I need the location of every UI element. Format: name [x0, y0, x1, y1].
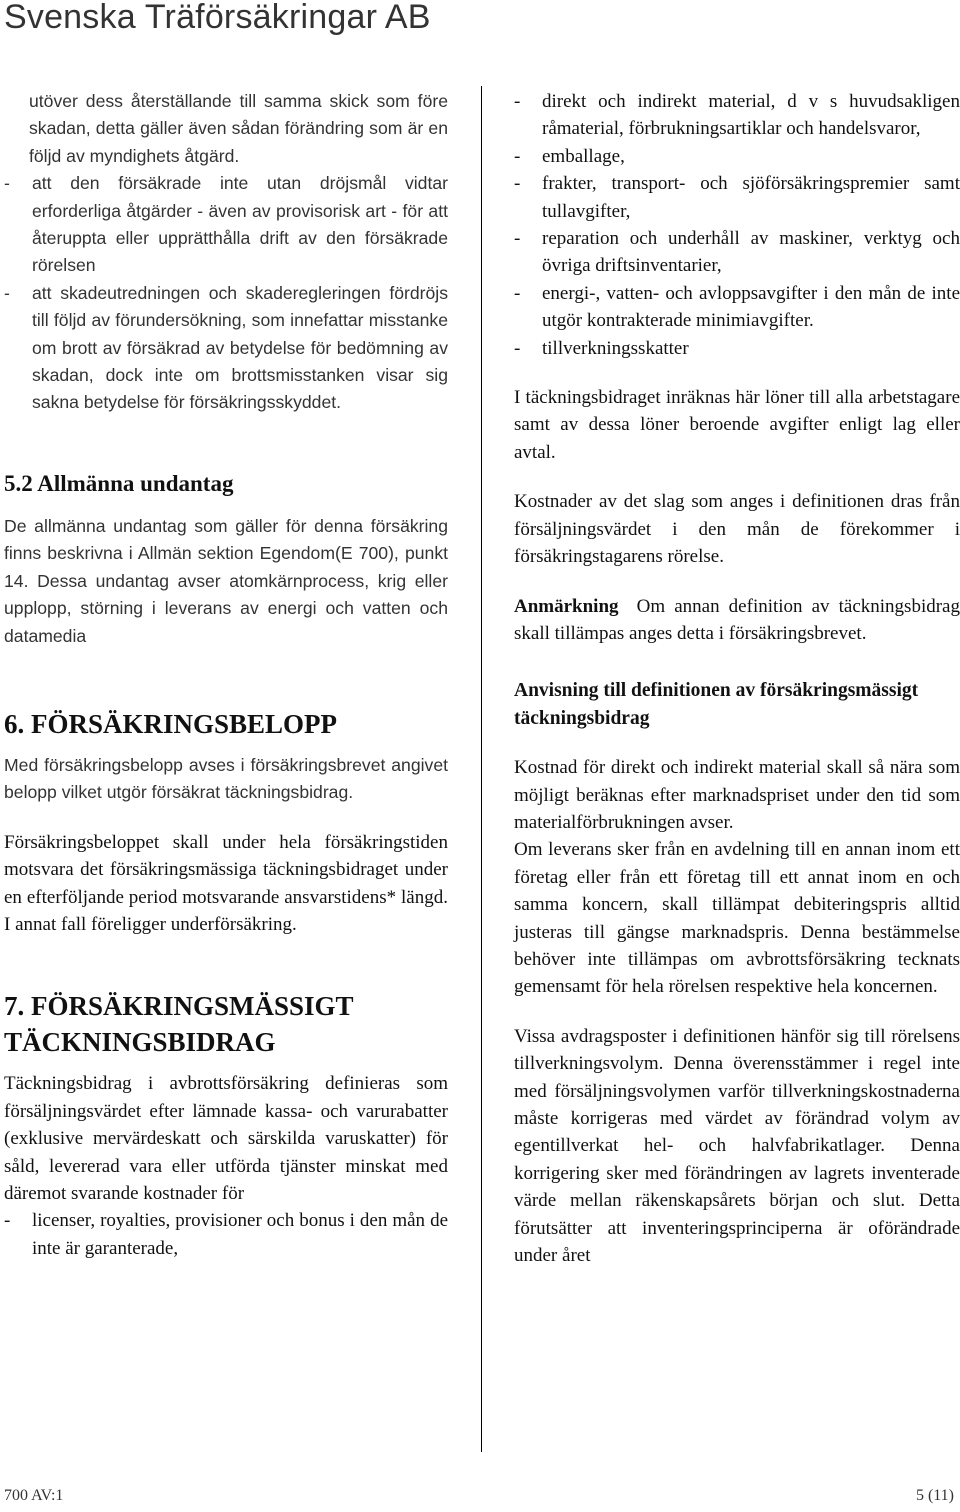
section-6-paragraph-2: Försäkringsbeloppet skall under hela försäkringstiden motsvara det försäkringsmässiga täckningsbidraget under en efterföljande period motsvarande ansvarstidens* längd. I annat fall föreligger underförsäkring.	[4, 831, 448, 935]
list-item-text: emballage,	[542, 145, 625, 167]
wages-paragraph: I täckningsbidraget inräknas här löner till alla arbetstagare samt av dessa löner beroende avgifter enligt lag eller avtal.	[514, 387, 960, 463]
guidance-heading: Anvisning till definitionen av försäkringsmässigt täckningsbidrag	[514, 680, 919, 729]
remark-text: Om annan definition av täckningsbidrag skall tillämpas anges detta i försäkringsbrevet.	[514, 595, 960, 644]
list-item: - att den försäkrade inte utan dröjsmål vidtar erforderliga åtgärder - även av provisorisk art - för att återuppta eller upprätthålla drift av den försäkrade rörelsen	[4, 173, 448, 276]
intro-paragraph: utöver dess återställande till samma skick som före skadan, detta gäller även sådan förändring som är en följd av myndighets åtgärd.	[29, 91, 448, 166]
list-item: - att skadeutredningen och skaderegleringen fördröjs till följd av förundersökning, som innefattar misstanke om brott av försäkrad av betydelse för bedömning av skadan, dock inte om brottsmisstanken visar sig sakna betydelse för försäkringsskyddet.	[4, 282, 448, 413]
right-column	[514, 88, 960, 1291]
list-item: - tillverkningsskatter	[514, 337, 689, 359]
deduction-list-left	[4, 1207, 448, 1262]
guidance-paragraph-2: Om leverans sker från en avdelning till en annan inom ett företag eller från ett företag till ett annat inom en och samma koncern, skall tillämpat debiteringspris alltid justeras till gängse marknadspris. Denna bestämmelse behöver inte tillämpas om avbrottsförsäkring tecknats gemensamt för hela rörelsen respektive hela koncernen.	[514, 839, 960, 998]
guidance-paragraph-3: Vissa avdragsposter i definitionen hänför sig till rörelsens tillverkningsvolym. Denna överensstämmer i regel inte med försäljningsvolymen varför tillverkningskostnaderna måste korrigeras med värdet av förändrad volym av egentillverkat hel- och halvfabrikatlager. Denna korrigering sker med förändringen av lagrets inventerade värde mellan räkenskapsårets början och slut. Detta förutsätter att inventeringsprinciperna är oförändrade under året	[514, 1025, 960, 1267]
list-item-text: energi-, vatten- och avloppsavgifter i den mån de inte utgör kontrakterade minimiavgifter.	[542, 282, 960, 332]
list-item-text: reparation och underhåll av maskiner, verktyg och övriga driftsinventarier,	[542, 228, 960, 277]
section-6-paragraph-1: Med försäkringsbelopp avses i försäkringsbrevet angivet belopp vilket utgör försäkrat täckningsbidrag.	[4, 754, 448, 803]
left-column	[4, 88, 448, 1262]
list-item: - frakter, transport- och sjöförsäkringspremier samt tullavgifter,	[514, 173, 960, 222]
costs-paragraph: Kostnader av det slag som anges i definitionen dras från försäljningsvärdet i den mån de förekommer i försäkringstagarens rörelse.	[514, 491, 960, 568]
list-item-text: att den försäkrade inte utan dröjsmål vidtar erforderliga åtgärder - även av provisorisk art - för att återuppta eller upprätthålla drift av den försäkrade rörelsen	[32, 173, 448, 276]
list-item: - direkt och indirekt material, d v s huvudsakligen råmaterial, förbrukningsartiklar och handelsvaror,	[514, 91, 960, 140]
section-heading-5-2: 5.2 Allmänna undantag	[4, 470, 234, 496]
deduction-list-right	[514, 88, 960, 362]
guidance-paragraph-1: Kostnad för direkt och indirekt material skall så nära som möjligt beräknas efter marknadspriset under den tid som materialförbrukningen avser.	[514, 757, 960, 833]
page-header-title: Svenska Träförsäkringar AB	[4, 0, 431, 36]
remark-label: Anmärkning	[514, 595, 619, 617]
list-item-text: licenser, royalties, provisioner och bonus i den mån de inte är garanterade,	[32, 1210, 448, 1259]
list-item: - licenser, royalties, provisioner och bonus i den mån de inte är garanterade,	[4, 1210, 448, 1259]
list-item-text: frakter, transport- och sjöförsäkringspremier samt tullavgifter,	[542, 173, 960, 222]
list-item: - reparation och underhåll av maskiner, verktyg och övriga driftsinventarier,	[514, 228, 960, 277]
section-5-2-paragraph: De allmänna undantag som gäller för denna försäkring finns beskrivna i Allmän sektion Egendom(E 700), punkt 14. Dessa undantag avser atomkärnprocess, krig eller upplopp, störning i leverans av energi och vatten och datamedia	[4, 515, 448, 646]
list-item-text: att skadeutredningen och skaderegleringen fördröjs till följd av förundersökning, som innefattar misstanke om brott av försäkrad av betydelse för bedömning av skadan, dock inte om brottsmisstanken visar sig sakna betydelse för försäkringsskyddet.	[32, 282, 448, 413]
footer-document-code: 700 AV:1	[4, 1487, 64, 1504]
exclusion-list	[4, 170, 448, 417]
section-heading-6: 6. FÖRSÄKRINGSBELOPP	[4, 708, 338, 739]
section-7-paragraph-1: Täckningsbidrag i avbrottsförsäkring definieras som försäljningsvärdet efter lämnade kassa- och varurabatter (exklusive mervärdeskatt och särskilda varuskatter) för såld, levererad vara eller utförda tjänster minskat med däremot svarande kostnader för	[4, 1073, 448, 1204]
section-heading-7: 7. FÖRSÄKRINGSMÄSSIGT TÄCKNINGSBIDRAG	[4, 991, 354, 1058]
list-item: - emballage,	[514, 145, 625, 167]
list-item-text: direkt och indirekt material, d v s huvudsakligen råmaterial, förbrukningsartiklar och handelsvaror,	[542, 91, 960, 140]
column-divider	[481, 86, 482, 1452]
remark-paragraph	[514, 593, 960, 648]
list-item: - energi-, vatten- och avloppsavgifter i den mån de inte utgör kontrakterade minimiavgifter.	[514, 282, 960, 332]
list-item-text: tillverkningsskatter	[542, 337, 689, 359]
footer-page-number: 5 (11)	[915, 1487, 954, 1504]
